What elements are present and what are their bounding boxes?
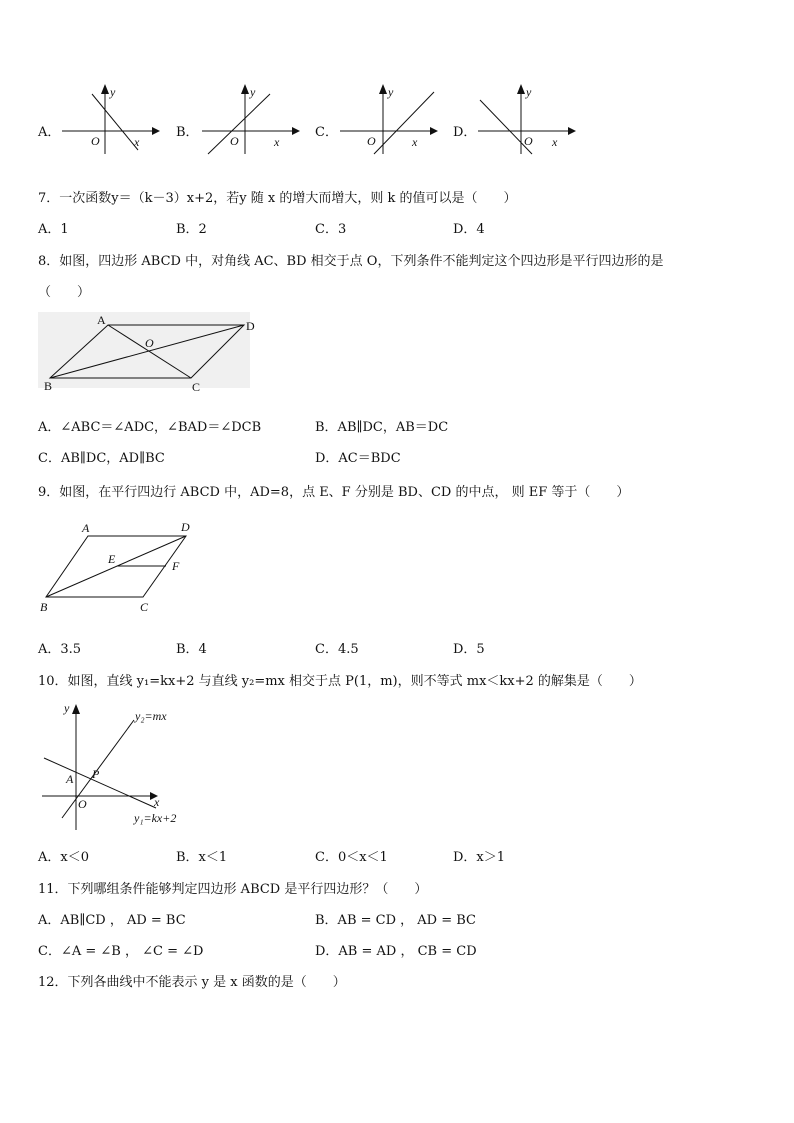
axis-x-label: x — [274, 135, 280, 149]
q12-stem: 12．下列各曲线中不能表示 y 是 x 函数的是（ ） — [38, 975, 346, 990]
axis-y-label: y — [526, 85, 532, 99]
vertex-d-label: D — [246, 319, 255, 333]
q8-option-a: A．∠ABC＝∠ADC，∠BAD＝∠DCB — [38, 420, 262, 435]
q10-option-b: B．x＜1 — [176, 850, 228, 865]
vertex-c-label: C — [140, 600, 149, 614]
q7-option-b: B．2 — [176, 222, 207, 237]
q9-option-a: A．3.5 — [38, 642, 82, 657]
axis-y-label: y — [388, 85, 394, 99]
axis-y-label: y — [64, 701, 70, 715]
q9-option-c: C．4.5 — [315, 642, 359, 657]
q6-option-d-label: D． — [453, 125, 477, 140]
q11-option-b: B．AB = CD ， AD = BC — [315, 913, 476, 928]
q10-option-a: A．x＜0 — [38, 850, 89, 865]
center-o-label: O — [145, 336, 154, 350]
origin-label: O — [367, 134, 376, 148]
q9-option-b: B．4 — [176, 642, 207, 657]
q11-option-a: A．AB∥CD ， AD = BC — [38, 913, 186, 928]
midpoint-f-label: F — [172, 559, 180, 573]
q7-option-c: C．3 — [315, 222, 347, 237]
axis-y-label: y — [250, 85, 256, 99]
midpoint-e-label: E — [108, 552, 116, 566]
q6-option-a-label: A． — [38, 125, 61, 140]
q6-option-b-label: B． — [176, 125, 199, 140]
axis-x-label: x — [134, 135, 140, 149]
axis-x-label: x — [552, 135, 558, 149]
line-y1-label: y₁=kx+2 — [134, 811, 177, 825]
axis-y-label: y — [110, 85, 116, 99]
q6-option-c-label: C． — [315, 125, 338, 140]
q11-stem: 11．下列哪组条件能够判定四边形 ABCD 是平行四边形？（ ） — [38, 882, 428, 897]
line-y2-label: y₂=mx — [135, 709, 167, 723]
q10-figure — [38, 700, 198, 832]
q6-graph-d — [476, 82, 576, 154]
vertex-b-label: B — [44, 379, 53, 393]
q11-option-c: C．∠A = ∠B ， ∠C = ∠D — [38, 944, 204, 959]
q10-option-d: D．x＞1 — [453, 850, 506, 865]
q8-option-d: D．AC＝BDC — [315, 451, 401, 466]
q7-option-a: A．1 — [38, 222, 69, 237]
vertex-a-label: A — [82, 521, 90, 535]
q6-graph-c — [338, 82, 438, 154]
origin-label: O — [78, 797, 87, 811]
origin-label: O — [91, 134, 100, 148]
q10-stem: 10．如图，直线 y₁=kx+2 与直线 y₂=mx 相交于点 P(1，m)，则不等式 mx＜kx+2 的解集是（ ） — [38, 674, 642, 689]
q11-option-d: D．AB = AD ， CB = CD — [315, 944, 477, 959]
vertex-b-label: B — [40, 600, 48, 614]
q10-option-c: C．0＜x＜1 — [315, 850, 388, 865]
origin-label: O — [524, 134, 533, 148]
q6-graph-b — [200, 82, 300, 154]
axis-x-label: x — [154, 795, 160, 809]
q8-option-b: B．AB∥DC，AB＝DC — [315, 420, 449, 435]
q9-figure — [38, 518, 198, 618]
point-p-label: P — [92, 767, 100, 781]
q7-stem: 7．一次函数y＝（k－3）x+2，若y 随 x 的增大而增大，则 k 的值可以是（ ） — [38, 191, 517, 206]
q8-figure — [38, 312, 255, 394]
q9-stem: 9．如图，在平行四边行 ABCD 中，AD=8，点 E、F 分别是 BD、CD 的中点， 则 EF 等于（ ） — [38, 485, 630, 500]
axis-x-label: x — [412, 135, 418, 149]
vertex-a-label: A — [97, 313, 106, 327]
vertex-d-label: D — [181, 520, 190, 534]
q7-option-d: D．4 — [453, 222, 485, 237]
q8-stem-paren: （ ） — [38, 285, 91, 300]
vertex-c-label: C — [192, 380, 201, 394]
origin-label: O — [230, 134, 239, 148]
q9-option-d: D．5 — [453, 642, 485, 657]
point-a-label: A — [66, 772, 74, 786]
q8-option-c: C．AB∥DC，AD∥BC — [38, 451, 165, 466]
q8-stem: 8．如图，四边形 ABCD 中，对角线 AC、BD 相交于点 O，下列条件不能判定这个四边形是平行四边形的是 — [38, 254, 664, 269]
q6-graph-a — [60, 82, 160, 154]
